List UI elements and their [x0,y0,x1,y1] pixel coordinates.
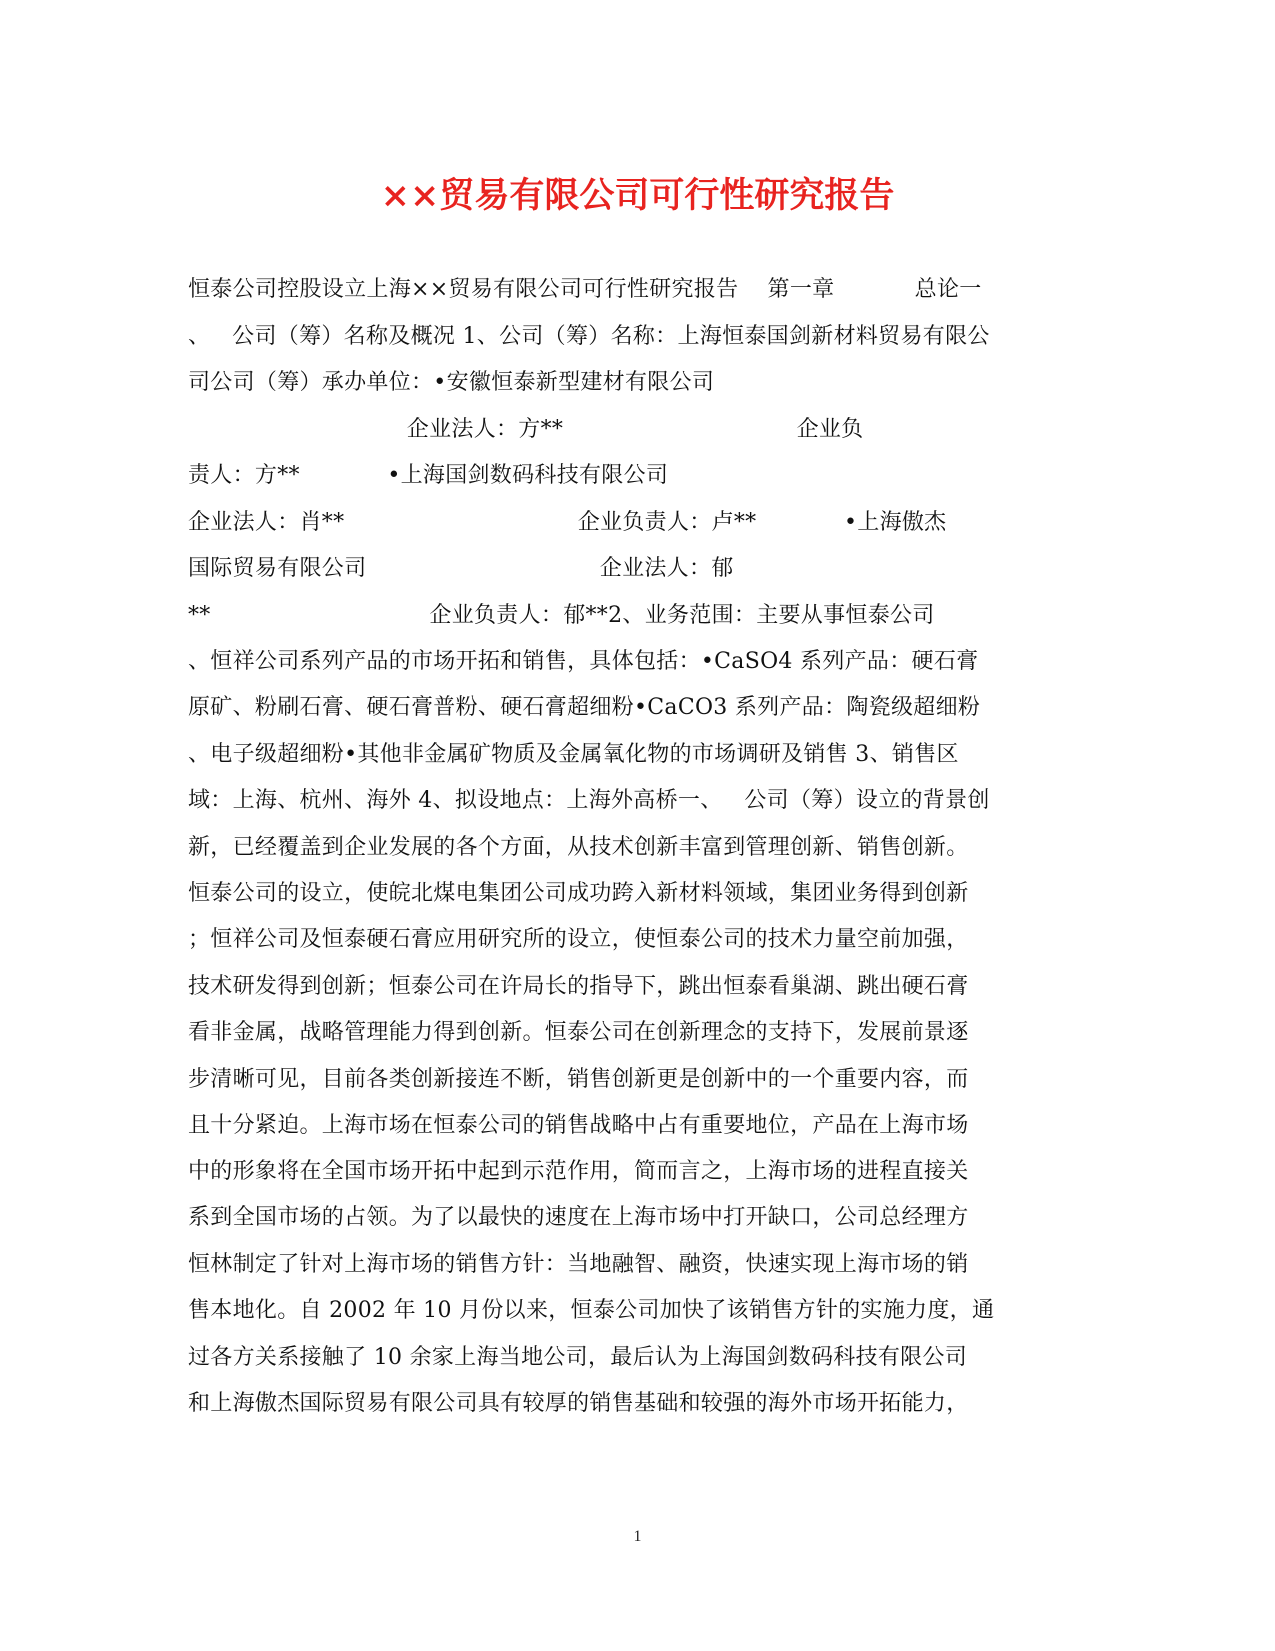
body-line: 原矿、粉刷石膏、硬石膏普粉、硬石膏超细粉•CaCO3 系列产品：陶瓷级超细粉 [188,695,981,720]
body-line: 系到全国市场的占领。为了以最快的速度在上海市场中打开缺口，公司总经理方 [188,1205,969,1230]
page-number: 1 [633,1528,642,1545]
body-line: 过各方关系接触了 10 余家上海当地公司，最后认为上海国剑数码科技有限公司 [188,1345,968,1370]
body-line: 、 公司（筹）名称及概况 1、公司（筹）名称：上海恒泰国剑新材料贸易有限公 [188,324,990,349]
body-line: 企业法人：肖** 企业负责人：卢** •上海傲杰 [188,510,947,535]
body-line: ；恒祥公司及恒泰硬石膏应用研究所的设立，使恒泰公司的技术力量空前加强， [188,927,969,952]
body-line: 售本地化。自 2002 年 10 月份以来，恒泰公司加快了该销售方针的实施力度，通 [188,1298,995,1323]
body-line: 恒林制定了针对上海市场的销售方针：当地融智、融资，快速实现上海市场的销 [188,1252,969,1277]
body-line: 恒泰公司控股设立上海××贸易有限公司可行性研究报告 第一章 总论一 [188,277,982,302]
body-line: 技术研发得到创新；恒泰公司在许局长的指导下，跳出恒泰看巢湖、跳出硬石膏 [188,974,969,999]
body-line: 恒泰公司的设立，使皖北煤电集团公司成功跨入新材料领域，集团业务得到创新 [188,881,969,906]
body-line: 步清晰可见，目前各类创新接连不断，销售创新更是创新中的一个重要内容，而 [188,1067,969,1092]
body-line: 中的形象将在全国市场开拓中起到示范作用，简而言之，上海市场的进程直接关 [188,1159,969,1184]
body-line: 企业法人：方** 企业负 [188,417,864,442]
body-line: 司公司（筹）承办单位：•安徽恒泰新型建材有限公司 [188,370,715,395]
body-line: 、电子级超细粉•其他非金属矿物质及金属氧化物的市场调研及销售 3、销售区 [188,742,959,767]
body-line: 和上海傲杰国际贸易有限公司具有较厚的销售基础和较强的海外市场开拓能力， [188,1391,969,1416]
body-line: ** 企业负责人：郁**2、业务范围：主要从事恒泰公司 [188,603,935,628]
body-line: 域：上海、杭州、海外 4、拟设地点：上海外高桥一、 公司（筹）设立的背景创 [188,788,990,813]
body-line: 国际贸易有限公司 企业法人：郁 [188,556,734,581]
document-title: ××贸易有限公司可行性研究报告 [380,175,895,216]
body-line: 新，已经覆盖到企业发展的各个方面，从技术创新丰富到管理创新、销售创新。 [188,835,969,860]
body-line: 责人：方** •上海国剑数码科技有限公司 [188,463,669,488]
body-line: 、恒祥公司系列产品的市场开拓和销售，具体包括：•CaSO4 系列产品：硬石膏 [188,649,979,674]
body-line: 且十分紧迫。上海市场在恒泰公司的销售战略中占有重要地位，产品在上海市场 [188,1113,969,1138]
body-line: 看非金属，战略管理能力得到创新。恒泰公司在创新理念的支持下，发展前景逐 [188,1020,969,1045]
